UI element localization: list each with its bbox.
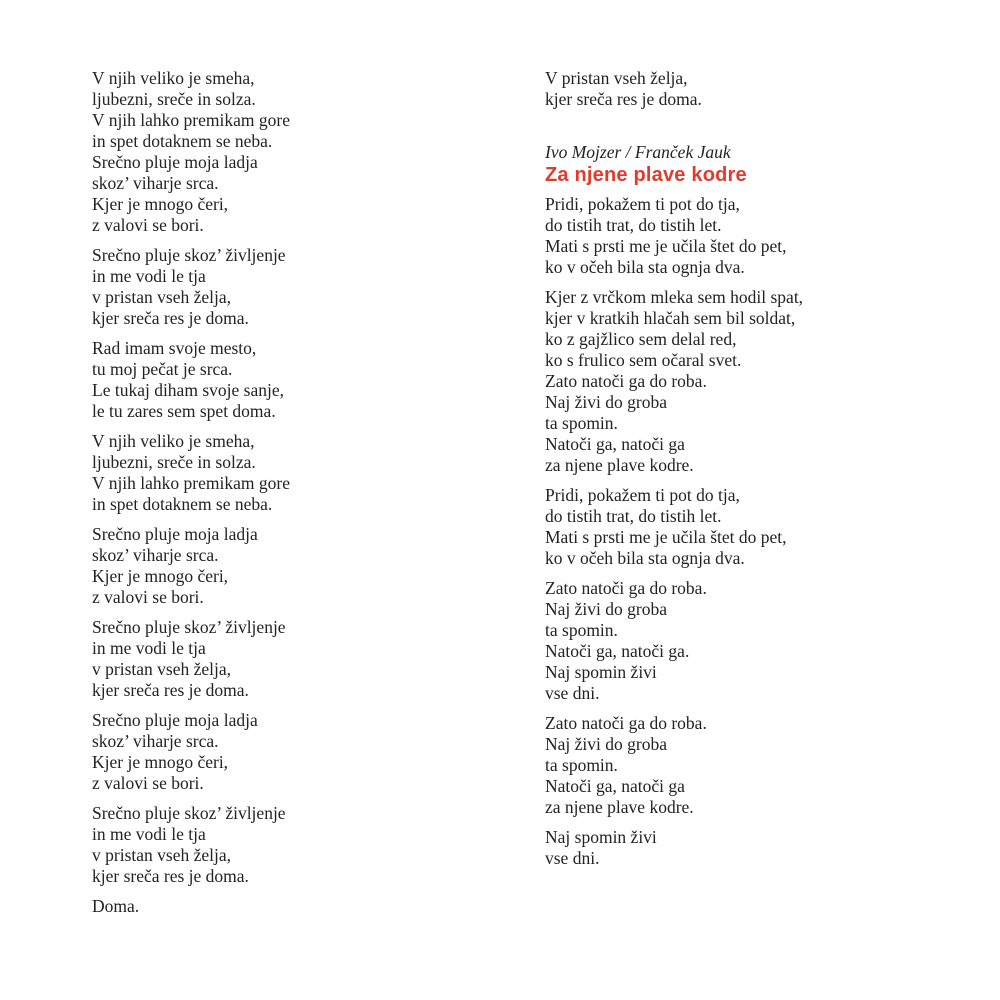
lyric-line: V njih lahko premikam gore xyxy=(92,110,290,130)
lyric-line: z valovi se bori. xyxy=(92,587,204,607)
lyric-line: Natoči ga, natoči ga. xyxy=(545,641,690,661)
lyric-line: ko z gajžlico sem delal red, xyxy=(545,329,737,349)
song-header xyxy=(545,142,965,187)
lyric-line: kjer v kratkih hlačah sem bil soldat, xyxy=(545,308,796,328)
lyric-line: Kjer je mnogo čeri, xyxy=(92,752,229,772)
lyric-line: ta spomin. xyxy=(545,755,618,775)
lyric-line: do tistih trat, do tistih let. xyxy=(545,506,722,526)
lyrics-column-right xyxy=(545,68,965,878)
lyric-line: in me vodi le tja xyxy=(92,638,206,658)
lyric-line: Naj živi do groba xyxy=(545,392,667,412)
lyric-line: Rad imam svoje mesto, xyxy=(92,338,257,358)
song-title: Za njene plave kodre xyxy=(545,164,747,186)
lyric-line: Kjer je mnogo čeri, xyxy=(92,194,229,214)
lyric-line: Srečno pluje skoz’ življenje xyxy=(92,803,286,823)
lyric-line: v pristan vseh želja, xyxy=(92,845,231,865)
lyric-line: Srečno pluje skoz’ življenje xyxy=(92,617,286,637)
stanza xyxy=(545,194,965,278)
lyric-line: in spet dotaknem se neba. xyxy=(92,131,273,151)
lyric-line: tu moj pečat je srca. xyxy=(92,359,233,379)
lyric-line: vse dni. xyxy=(545,848,600,868)
stanza xyxy=(545,287,965,476)
stanza xyxy=(92,803,462,887)
lyric-line: Pridi, pokažem ti pot do tja, xyxy=(545,194,740,214)
lyric-line: Le tukaj diham svoje sanje, xyxy=(92,380,284,400)
lyric-line: le tu zares sem spet doma. xyxy=(92,401,276,421)
lyric-line: Srečno pluje moja ladja xyxy=(92,524,258,544)
lyric-line: skoz’ viharje srca. xyxy=(92,545,219,565)
lyric-line: Mati s prsti me je učila štet do pet, xyxy=(545,527,787,547)
lyric-line: v pristan vseh želja, xyxy=(92,287,231,307)
lyrics-column-left xyxy=(92,68,462,926)
lyric-line: Kjer z vrčkom mleka sem hodil spat, xyxy=(545,287,804,307)
lyric-line: ta spomin. xyxy=(545,413,618,433)
lyric-line: Srečno pluje skoz’ življenje xyxy=(92,245,286,265)
stanza xyxy=(92,524,462,608)
lyric-line: in me vodi le tja xyxy=(92,266,206,286)
lyric-line: Zato natoči ga do roba. xyxy=(545,713,707,733)
lyric-line: Zato natoči ga do roba. xyxy=(545,371,707,391)
lyric-line: Srečno pluje moja ladja xyxy=(92,152,258,172)
lyric-line: in spet dotaknem se neba. xyxy=(92,494,273,514)
stanza xyxy=(92,896,462,917)
lyric-line: kjer sreča res je doma. xyxy=(92,680,249,700)
lyric-line: Zato natoči ga do roba. xyxy=(545,578,707,598)
lyric-line: skoz’ viharje srca. xyxy=(92,173,219,193)
lyric-line: Natoči ga, natoči ga xyxy=(545,434,685,454)
lyric-line: Kjer je mnogo čeri, xyxy=(92,566,229,586)
lyric-line: V pristan vseh želja, xyxy=(545,68,688,88)
lyric-line: za njene plave kodre. xyxy=(545,455,694,475)
lyric-line: ko s frulico sem očaral svet. xyxy=(545,350,742,370)
stanza xyxy=(92,338,462,422)
stanza xyxy=(545,485,965,569)
lyric-line: do tistih trat, do tistih let. xyxy=(545,215,722,235)
lyric-line: Natoči ga, natoči ga xyxy=(545,776,685,796)
stanza xyxy=(545,68,965,110)
lyric-line: Naj živi do groba xyxy=(545,734,667,754)
lyric-line: ljubezni, sreče in solza. xyxy=(92,89,256,109)
lyric-line: skoz’ viharje srca. xyxy=(92,731,219,751)
lyric-line: kjer sreča res je doma. xyxy=(92,308,249,328)
stanza xyxy=(545,578,965,704)
stanza xyxy=(92,617,462,701)
stanza xyxy=(545,827,965,869)
stanza xyxy=(545,713,965,818)
lyric-line: ko v očeh bila sta ognja dva. xyxy=(545,548,745,568)
lyric-line: ko v očeh bila sta ognja dva. xyxy=(545,257,745,277)
previous-song-end xyxy=(545,68,965,110)
stanza xyxy=(92,68,462,236)
lyric-line: Naj spomin živi xyxy=(545,662,657,682)
lyric-line: kjer sreča res je doma. xyxy=(545,89,702,109)
stanza xyxy=(92,245,462,329)
lyric-line: ta spomin. xyxy=(545,620,618,640)
lyric-line: kjer sreča res je doma. xyxy=(92,866,249,886)
lyric-line: z valovi se bori. xyxy=(92,215,204,235)
song-credits: Ivo Mojzer / Franček Jauk xyxy=(545,142,731,162)
song-lyrics-left xyxy=(92,68,462,917)
lyric-line: Mati s prsti me je učila štet do pet, xyxy=(545,236,787,256)
lyric-line: ljubezni, sreče in solza. xyxy=(92,452,256,472)
stanza xyxy=(92,710,462,794)
song-lyrics-right xyxy=(545,194,965,869)
lyric-line: Pridi, pokažem ti pot do tja, xyxy=(545,485,740,505)
lyric-line: V njih lahko premikam gore xyxy=(92,473,290,493)
lyric-line: in me vodi le tja xyxy=(92,824,206,844)
lyric-line: V njih veliko je smeha, xyxy=(92,431,255,451)
lyric-line: Naj spomin živi xyxy=(545,827,657,847)
lyric-line: Srečno pluje moja ladja xyxy=(92,710,258,730)
lyric-line: V njih veliko je smeha, xyxy=(92,68,255,88)
lyric-line: Doma. xyxy=(92,896,140,916)
lyric-line: v pristan vseh želja, xyxy=(92,659,231,679)
stanza xyxy=(92,431,462,515)
lyric-line: Naj živi do groba xyxy=(545,599,667,619)
lyric-line: za njene plave kodre. xyxy=(545,797,694,817)
lyric-line: vse dni. xyxy=(545,683,600,703)
lyric-line: z valovi se bori. xyxy=(92,773,204,793)
